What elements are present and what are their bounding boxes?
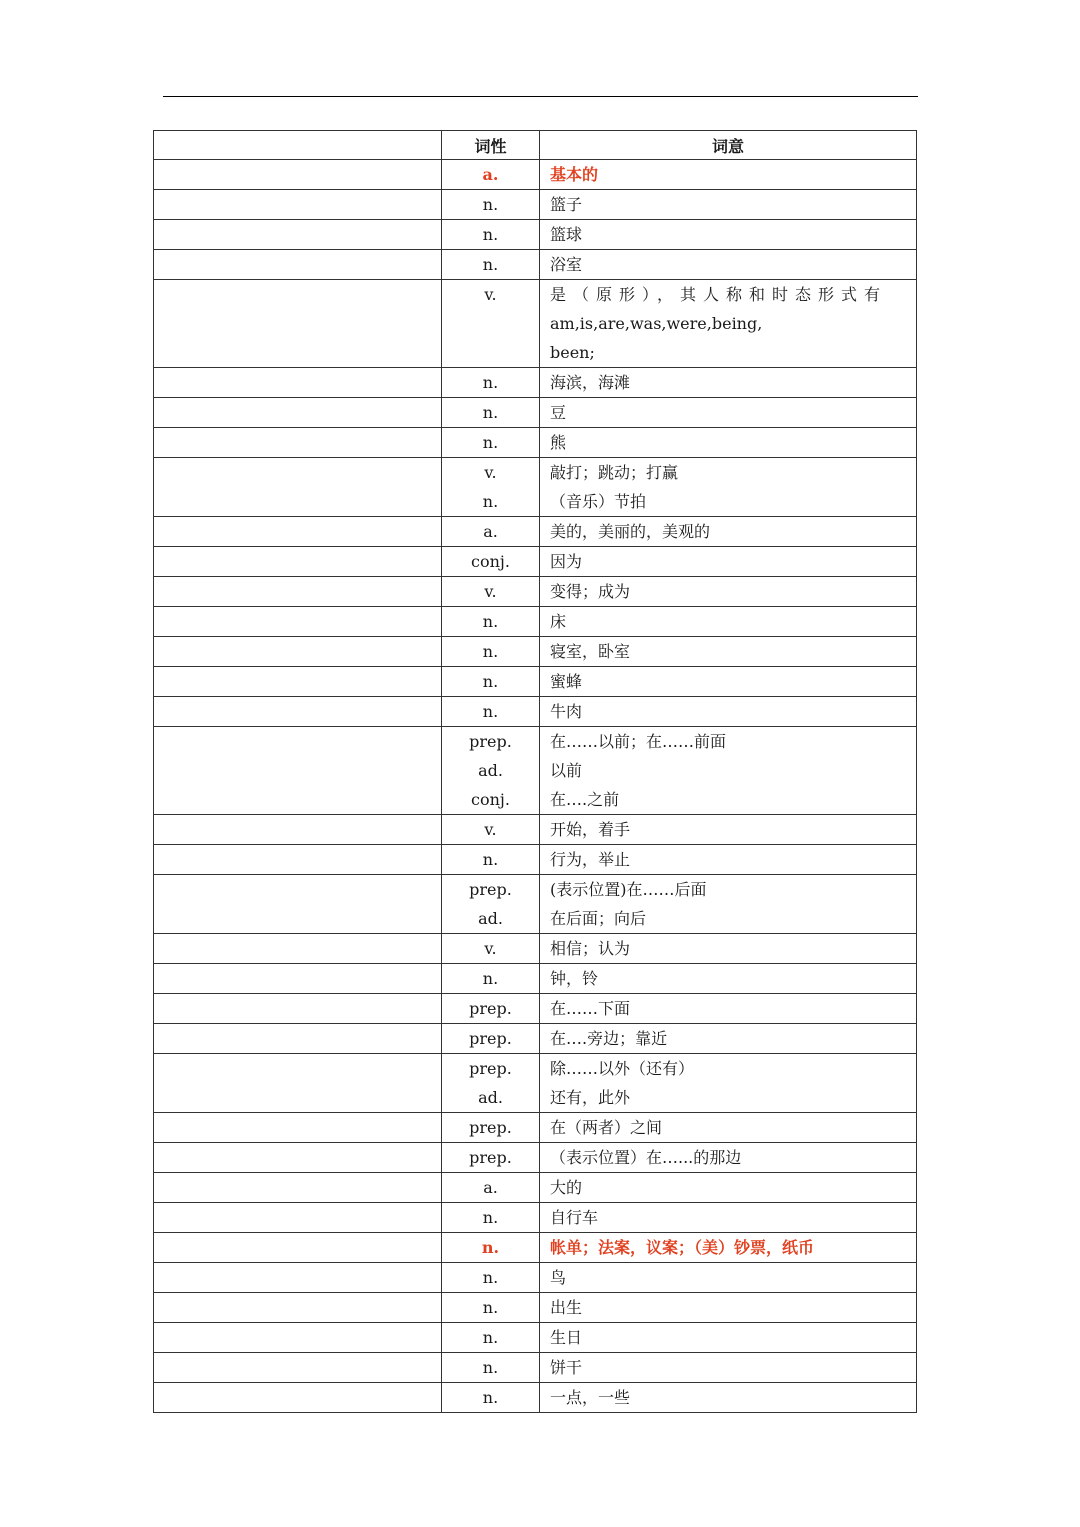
pos-cell — [442, 1323, 540, 1353]
pos-cell — [442, 1383, 540, 1413]
pos-text: a. — [483, 1178, 498, 1197]
pos-cell — [442, 607, 540, 637]
meaning-text: 美的，美丽的，美观的 — [550, 522, 711, 541]
word-cell — [154, 994, 442, 1024]
table-row — [154, 1383, 917, 1413]
pos-text: prep. — [469, 880, 512, 899]
meaning-text: 熊 — [550, 433, 567, 452]
meaning-cell — [540, 815, 917, 845]
table-row — [154, 547, 917, 577]
table-row — [154, 1323, 917, 1353]
pos-cell — [442, 517, 540, 547]
meaning-cell — [540, 368, 917, 398]
table-header-row — [154, 131, 917, 160]
meaning-text: 敲打；跳动；打赢 — [550, 463, 679, 482]
meaning-text: （音乐）节拍 — [550, 492, 647, 511]
meaning-text: 篮球 — [550, 225, 583, 244]
pos-cell — [442, 250, 540, 280]
meaning-text: 以前 — [550, 761, 583, 780]
meaning-cell — [540, 1024, 917, 1054]
table-row — [154, 1173, 917, 1203]
meaning-text: (表示位置)在……后面 — [550, 880, 707, 899]
meaning-cell — [540, 190, 917, 220]
pos-text: ad. — [478, 909, 503, 928]
pos-text: prep. — [469, 1059, 512, 1078]
meaning-cell — [540, 994, 917, 1024]
pos-cell — [442, 875, 540, 934]
pos-text: prep. — [469, 732, 512, 751]
pos-text: n. — [482, 642, 499, 661]
pos-text: n. — [482, 403, 499, 422]
meaning-cell — [540, 964, 917, 994]
table-row — [154, 815, 917, 845]
meaning-text: 鸟 — [550, 1268, 567, 1287]
meaning-cell — [540, 1233, 917, 1263]
meaning-text: 在….旁边；靠近 — [550, 1029, 668, 1048]
pos-cell — [442, 815, 540, 845]
word-cell — [154, 398, 442, 428]
table-row — [154, 190, 917, 220]
meaning-cell — [540, 577, 917, 607]
word-cell — [154, 1203, 442, 1233]
table-row — [154, 1263, 917, 1293]
meaning-text: 自行车 — [550, 1208, 599, 1227]
pos-text: conj. — [471, 790, 510, 809]
word-cell — [154, 547, 442, 577]
meaning-cell — [540, 845, 917, 875]
pos-text: v. — [484, 939, 497, 958]
pos-text: n. — [482, 373, 499, 392]
pos-cell — [442, 1233, 540, 1263]
pos-text: prep. — [469, 1118, 512, 1137]
table-row — [154, 1293, 917, 1323]
meaning-cell — [540, 1383, 917, 1413]
pos-text: n. — [482, 1268, 499, 1287]
pos-cell — [442, 637, 540, 667]
meaning-text: 浴室 — [550, 255, 583, 274]
meaning-text: 行为，举止 — [550, 850, 631, 869]
meaning-text: 钟，铃 — [550, 969, 599, 988]
pos-cell — [442, 1143, 540, 1173]
meaning-cell — [540, 697, 917, 727]
header-rule — [163, 96, 918, 97]
word-cell — [154, 1353, 442, 1383]
meaning-cell — [540, 1173, 917, 1203]
pos-cell — [442, 428, 540, 458]
pos-text: n. — [482, 1328, 499, 1347]
word-cell — [154, 727, 442, 815]
table-row — [154, 577, 917, 607]
pos-text: n. — [482, 492, 499, 511]
table-row — [154, 517, 917, 547]
word-cell — [154, 607, 442, 637]
pos-text: n. — [482, 969, 499, 988]
table-row — [154, 1113, 917, 1143]
meaning-text: 牛肉 — [550, 702, 583, 721]
meaning-text: 豆 — [550, 403, 567, 422]
pos-cell — [442, 1263, 540, 1293]
table-row — [154, 934, 917, 964]
meaning-text: been; — [550, 343, 595, 362]
table-row — [154, 398, 917, 428]
pos-text: n. — [482, 1208, 499, 1227]
table-row — [154, 220, 917, 250]
pos-cell — [442, 160, 540, 190]
pos-cell — [442, 547, 540, 577]
pos-text: n. — [482, 850, 499, 869]
pos-cell — [442, 190, 540, 220]
meaning-cell — [540, 517, 917, 547]
table-row — [154, 160, 917, 190]
meaning-cell — [540, 250, 917, 280]
meaning-cell — [540, 398, 917, 428]
pos-text: v. — [484, 285, 497, 304]
table-row — [154, 1024, 917, 1054]
word-column-header — [154, 131, 442, 160]
meaning-text: 因为 — [550, 552, 583, 571]
pos-text: n. — [482, 1298, 499, 1317]
table-row — [154, 1233, 917, 1263]
meaning-cell — [540, 1323, 917, 1353]
word-cell — [154, 1173, 442, 1203]
pos-cell — [442, 1054, 540, 1113]
meaning-text: 蜜蜂 — [550, 672, 583, 691]
pos-text: v. — [484, 582, 497, 601]
table-row — [154, 280, 917, 368]
pos-cell — [442, 458, 540, 517]
pos-text: a. — [482, 165, 499, 184]
pos-cell — [442, 1203, 540, 1233]
meaning-cell — [540, 1353, 917, 1383]
pos-cell — [442, 577, 540, 607]
table-row — [154, 727, 917, 815]
pos-text: n. — [482, 225, 499, 244]
meaning-text: 寝室，卧室 — [550, 642, 631, 661]
meaning-text: 开始，着手 — [550, 820, 631, 839]
meaning-text: 在……下面 — [550, 999, 631, 1018]
pos-text: n. — [482, 1388, 499, 1407]
pos-cell — [442, 220, 540, 250]
table-row — [154, 428, 917, 458]
meaning-text: 在（两者）之间 — [550, 1118, 663, 1137]
meaning-column-header: 词意 — [540, 131, 917, 160]
word-cell — [154, 368, 442, 398]
pos-cell — [442, 1353, 540, 1383]
table-row — [154, 368, 917, 398]
table-row — [154, 1353, 917, 1383]
pos-text: n. — [482, 1358, 499, 1377]
meaning-cell — [540, 934, 917, 964]
meaning-text: 生日 — [550, 1328, 583, 1347]
meaning-cell — [540, 607, 917, 637]
word-cell — [154, 577, 442, 607]
word-cell — [154, 1383, 442, 1413]
word-cell — [154, 220, 442, 250]
pos-text: ad. — [478, 761, 503, 780]
word-cell — [154, 1024, 442, 1054]
pos-text: n. — [482, 195, 499, 214]
meaning-text: 海滨，海滩 — [550, 373, 631, 392]
pos-cell — [442, 994, 540, 1024]
table-row — [154, 607, 917, 637]
meaning-cell — [540, 547, 917, 577]
pos-text: ad. — [478, 1088, 503, 1107]
meaning-cell — [540, 727, 917, 815]
vocabulary-table-body — [154, 160, 917, 1413]
pos-cell — [442, 1113, 540, 1143]
meaning-text: 帐单；法案，议案；（美）钞票，纸币 — [550, 1238, 815, 1257]
table-row — [154, 250, 917, 280]
pos-text: a. — [483, 522, 498, 541]
meaning-text: 还有，此外 — [550, 1088, 631, 1107]
pos-text: prep. — [469, 999, 512, 1018]
word-cell — [154, 934, 442, 964]
meaning-text: 在后面；向后 — [550, 909, 647, 928]
word-cell — [154, 1143, 442, 1173]
pos-text: n. — [482, 255, 499, 274]
word-cell — [154, 428, 442, 458]
pos-cell — [442, 964, 540, 994]
word-cell — [154, 1323, 442, 1353]
pos-cell — [442, 1024, 540, 1054]
word-cell — [154, 815, 442, 845]
pos-cell — [442, 398, 540, 428]
meaning-cell — [540, 280, 917, 368]
meaning-cell — [540, 1113, 917, 1143]
word-cell — [154, 190, 442, 220]
pos-text: n. — [482, 612, 499, 631]
word-cell — [154, 280, 442, 368]
pos-column-header: 词性 — [442, 131, 540, 160]
meaning-text: 一点，一些 — [550, 1388, 631, 1407]
pos-text: v. — [484, 820, 497, 839]
table-row — [154, 875, 917, 934]
pos-cell — [442, 1293, 540, 1323]
pos-text: prep. — [469, 1148, 512, 1167]
meaning-text: 大的 — [550, 1178, 583, 1197]
meaning-cell — [540, 637, 917, 667]
meaning-text: 出生 — [550, 1298, 583, 1317]
table-row — [154, 845, 917, 875]
meaning-cell — [540, 428, 917, 458]
pos-cell — [442, 845, 540, 875]
table-row — [154, 1143, 917, 1173]
pos-cell — [442, 697, 540, 727]
meaning-cell — [540, 667, 917, 697]
meaning-cell — [540, 1263, 917, 1293]
table-row — [154, 964, 917, 994]
meaning-cell — [540, 1054, 917, 1113]
table-row — [154, 1054, 917, 1113]
meaning-text: 相信；认为 — [550, 939, 631, 958]
meaning-text: 是（原形），其人称和时态形式有 — [550, 285, 888, 304]
pos-text: prep. — [469, 1029, 512, 1048]
vocabulary-table — [153, 130, 917, 1413]
meaning-text: am,is,are,was,were,being, — [550, 314, 763, 333]
meaning-text: 在….之前 — [550, 790, 620, 809]
meaning-text: 床 — [550, 612, 567, 631]
meaning-text: （表示位置）在…...的那边 — [550, 1148, 742, 1167]
word-cell — [154, 875, 442, 934]
word-cell — [154, 697, 442, 727]
meaning-cell — [540, 160, 917, 190]
meaning-text: 基本的 — [550, 165, 599, 184]
table-row — [154, 637, 917, 667]
pos-text: n. — [482, 672, 499, 691]
table-row — [154, 697, 917, 727]
meaning-cell — [540, 875, 917, 934]
pos-text: n. — [482, 702, 499, 721]
word-cell — [154, 250, 442, 280]
meaning-text: 除……以外（还有） — [550, 1059, 695, 1078]
word-cell — [154, 160, 442, 190]
meaning-cell — [540, 1293, 917, 1323]
meaning-text: 篮子 — [550, 195, 583, 214]
pos-cell — [442, 934, 540, 964]
table-row — [154, 667, 917, 697]
pos-cell — [442, 280, 540, 368]
meaning-cell — [540, 458, 917, 517]
pos-cell — [442, 727, 540, 815]
word-cell — [154, 845, 442, 875]
meaning-text: 在……以前；在……前面 — [550, 732, 727, 751]
table-row — [154, 1203, 917, 1233]
meaning-cell — [540, 1143, 917, 1173]
word-cell — [154, 964, 442, 994]
word-cell — [154, 1293, 442, 1323]
meaning-cell — [540, 1203, 917, 1233]
word-cell — [154, 517, 442, 547]
word-cell — [154, 1054, 442, 1113]
word-cell — [154, 637, 442, 667]
meaning-text: 饼干 — [550, 1358, 583, 1377]
table-row — [154, 994, 917, 1024]
word-cell — [154, 667, 442, 697]
pos-text: conj. — [471, 552, 510, 571]
word-cell — [154, 1263, 442, 1293]
pos-cell — [442, 368, 540, 398]
pos-text: v. — [484, 463, 497, 482]
word-cell — [154, 458, 442, 517]
table-row — [154, 458, 917, 517]
pos-cell — [442, 1173, 540, 1203]
word-cell — [154, 1113, 442, 1143]
word-cell — [154, 1233, 442, 1263]
pos-cell — [442, 667, 540, 697]
pos-text: n. — [482, 433, 499, 452]
meaning-text: 变得；成为 — [550, 582, 631, 601]
pos-text: n. — [481, 1238, 500, 1257]
meaning-cell — [540, 220, 917, 250]
